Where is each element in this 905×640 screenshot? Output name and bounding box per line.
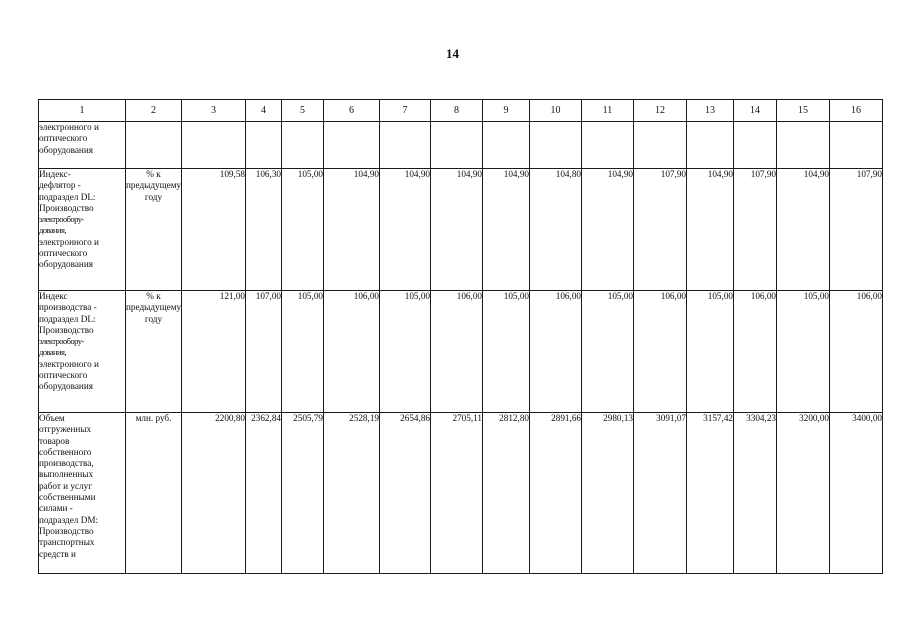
value-cell: 106,00 (734, 291, 777, 413)
unit-cell (126, 291, 182, 413)
value-cell: 2891,66 (530, 413, 582, 574)
header-cell: 6 (324, 100, 380, 122)
indicator-name-line: производства - (39, 302, 97, 313)
value-cell: 105,00 (282, 291, 324, 413)
indicator-name-line: оптического (39, 248, 88, 259)
indicator-name-line: отгруженных (39, 424, 92, 435)
header-cell: 15 (777, 100, 830, 122)
value-cell: 107,90 (734, 169, 777, 291)
unit-line: предыдущему (126, 180, 182, 191)
header-cell: 9 (483, 100, 530, 122)
value-cell: 105,00 (687, 291, 734, 413)
header-cell: 13 (687, 100, 734, 122)
value-cell: 2528,19 (324, 413, 380, 574)
page-number: 14 (446, 46, 459, 61)
indicator-name-line: Производство (39, 525, 94, 536)
indicator-name-cell (39, 122, 126, 169)
value-cell: 104,90 (431, 169, 483, 291)
header-cell: 16 (830, 100, 883, 122)
value-cell: 104,90 (687, 169, 734, 291)
unit-line: году (144, 191, 163, 202)
header-cell: 4 (246, 100, 282, 122)
value-cell (282, 122, 324, 169)
value-cell (830, 122, 883, 169)
value-cell: 106,00 (530, 291, 582, 413)
indicator-name-line: дефлятор - (39, 180, 81, 191)
value-cell: 3157,42 (687, 413, 734, 574)
value-cell: 2705,11 (431, 413, 483, 574)
indicator-name-line: работ и услуг (39, 480, 92, 491)
header-cell: 8 (431, 100, 483, 122)
indicator-name-line: оборудования (39, 144, 93, 155)
value-cell: 104,90 (582, 169, 634, 291)
value-cell: 104,90 (380, 169, 431, 291)
value-cell: 3304,23 (734, 413, 777, 574)
value-cell: 2980,13 (582, 413, 634, 574)
value-cell (634, 122, 687, 169)
header-cell: 14 (734, 100, 777, 122)
indicator-name-line: электронного и (39, 122, 99, 132)
value-cell: 106,00 (324, 291, 380, 413)
header-cell: 5 (282, 100, 324, 122)
value-cell: 104,90 (777, 169, 830, 291)
indicator-name-line: Производство (39, 324, 94, 335)
value-cell: 104,90 (483, 169, 530, 291)
header-cell: 12 (634, 100, 687, 122)
header-cell: 3 (182, 100, 246, 122)
indicator-name-line: электрообору- (39, 336, 84, 347)
table-row (39, 291, 883, 413)
value-cell (582, 122, 634, 169)
value-cell: 3091,07 (634, 413, 687, 574)
indicator-name-line: средств и (39, 548, 76, 559)
indicator-name-cell (39, 413, 126, 574)
indicator-name-line: транспортных (39, 537, 95, 548)
value-cell: 106,00 (431, 291, 483, 413)
value-cell: 105,00 (582, 291, 634, 413)
value-cell (777, 122, 830, 169)
indicator-name-line: дования, (39, 225, 66, 236)
value-cell: 2812,80 (483, 413, 530, 574)
value-cell: 3400,00 (830, 413, 883, 574)
value-cell: 109,58 (182, 169, 246, 291)
value-cell: 107,00 (246, 291, 282, 413)
value-cell (380, 122, 431, 169)
indicator-name-line: дования, (39, 347, 66, 358)
indicator-name-line: собственного (39, 446, 92, 457)
table-row (39, 122, 883, 169)
value-cell: 105,00 (282, 169, 324, 291)
table-row (39, 413, 883, 574)
indicator-name-line: электронного и (39, 358, 99, 369)
indicator-name-line: выполненных (39, 469, 94, 480)
unit-line: % к (146, 291, 161, 301)
value-cell (324, 122, 380, 169)
indicator-name-line: электрообору- (39, 214, 84, 225)
indicator-name-line: подраздел DL: (39, 191, 96, 202)
header-row (39, 100, 883, 122)
value-cell: 106,00 (830, 291, 883, 413)
indicator-name-line: Производство (39, 202, 94, 213)
value-cell: 107,90 (634, 169, 687, 291)
value-cell: 105,00 (380, 291, 431, 413)
indicator-name-line: подраздел DM: (39, 514, 99, 525)
value-cell (246, 122, 282, 169)
value-cell (431, 122, 483, 169)
value-cell: 2654,86 (380, 413, 431, 574)
value-cell: 106,00 (634, 291, 687, 413)
value-cell: 105,00 (777, 291, 830, 413)
indicator-name-line: Индекс (39, 291, 68, 301)
indicator-name-line: производства, (39, 458, 94, 469)
indicator-name-cell (39, 291, 126, 413)
indicator-name-line: Объем (39, 413, 65, 423)
indicator-name-line: оборудования (39, 259, 93, 270)
indicator-name-line: оборудования (39, 381, 93, 392)
indicator-name-line: силами - (39, 503, 73, 514)
value-cell: 104,90 (324, 169, 380, 291)
unit-line: году (144, 313, 163, 324)
indicator-name-line: оптического (39, 133, 88, 144)
value-cell (734, 122, 777, 169)
header-cell: 10 (530, 100, 582, 122)
header-cell: 1 (39, 100, 126, 122)
value-cell (483, 122, 530, 169)
value-cell: 104,80 (530, 169, 582, 291)
unit-line: предыдущему (126, 302, 182, 313)
unit-cell (126, 413, 182, 574)
data-table (38, 99, 883, 574)
value-cell: 2200,80 (182, 413, 246, 574)
unit-cell (126, 122, 182, 169)
indicator-name-line: подраздел DL: (39, 313, 96, 324)
indicator-name-line: собственными (39, 492, 96, 503)
value-cell (530, 122, 582, 169)
value-cell: 2505,79 (282, 413, 324, 574)
value-cell (182, 122, 246, 169)
table-row (39, 169, 883, 291)
indicator-name-line: электронного и (39, 236, 99, 247)
indicator-name-line: Индекс- (39, 169, 71, 179)
header-cell: 11 (582, 100, 634, 122)
value-cell: 106,30 (246, 169, 282, 291)
indicator-name-line: оптического (39, 370, 88, 381)
value-cell: 105,00 (483, 291, 530, 413)
unit-line: млн. руб. (135, 413, 172, 423)
value-cell (687, 122, 734, 169)
value-cell: 3200,00 (777, 413, 830, 574)
unit-cell (126, 169, 182, 291)
header-cell: 2 (126, 100, 182, 122)
unit-line: % к (146, 169, 161, 179)
indicator-name-line: товаров (39, 435, 70, 446)
value-cell: 121,00 (182, 291, 246, 413)
value-cell: 2362,84 (246, 413, 282, 574)
value-cell: 107,90 (830, 169, 883, 291)
header-cell: 7 (380, 100, 431, 122)
indicator-name-cell (39, 169, 126, 291)
